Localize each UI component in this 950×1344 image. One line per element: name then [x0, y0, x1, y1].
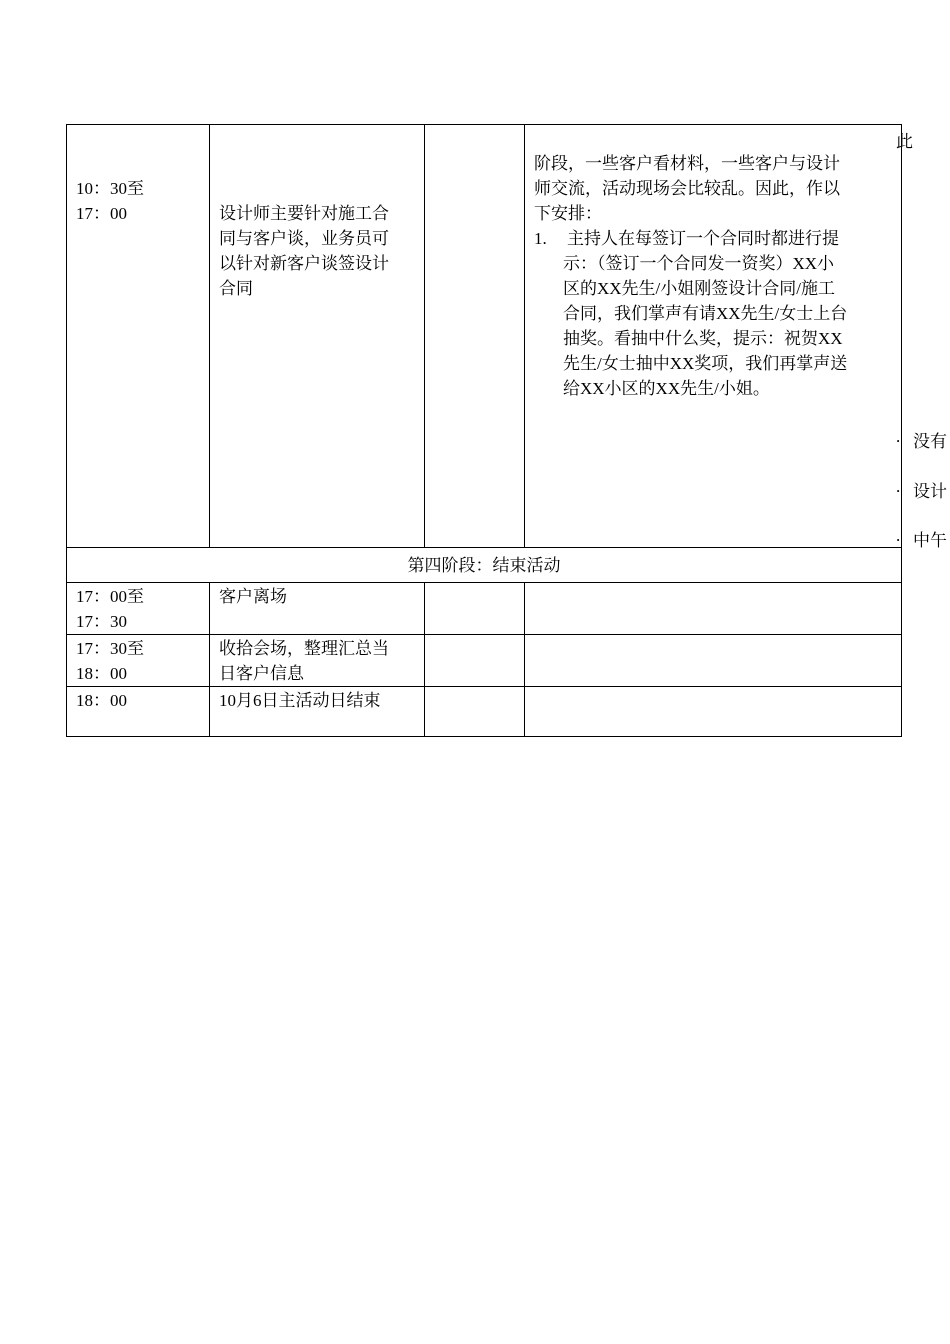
notes-line: 阶段，一些客户看材料，一些客户与设计 [534, 154, 840, 173]
content-line: 同与客户谈，业务员可 [219, 229, 389, 248]
list-line: 主持人在每签订一个合同时都进行提 [567, 229, 839, 248]
list-number: 1. [534, 229, 547, 248]
content-line: 收拾会场，整理汇总当 [219, 639, 389, 658]
notes-cell [525, 635, 902, 687]
notes-cell [525, 687, 902, 737]
overflow-text: 设计 [913, 482, 947, 501]
content-cell [210, 125, 425, 548]
content-cell [210, 583, 425, 635]
time-cell [67, 125, 210, 548]
time-line: 17：00至 [76, 587, 144, 606]
notes-line: 师交流，活动现场会比较乱。因此，作以 [534, 179, 840, 198]
staff-cell [425, 635, 525, 687]
overflow-text: 此 [896, 132, 913, 151]
content-line: 合同 [219, 279, 253, 298]
stage-title: 第四阶段：结束活动 [67, 548, 902, 583]
time-line: 10：30至 [76, 179, 144, 198]
stage-header-row [67, 548, 902, 583]
table-row [67, 583, 902, 635]
list-line: 抽奖。看抽中什么奖，提示：祝贺XX [563, 329, 843, 348]
content-line: 设计师主要针对施工合 [219, 204, 389, 223]
time-line: 18：00 [76, 664, 127, 683]
list-line: 合同，我们掌声有请XX先生/女士上台 [563, 304, 848, 323]
staff-cell [425, 125, 525, 548]
time-line: 18：00 [76, 691, 127, 710]
time-cell [67, 583, 210, 635]
content-line: 10月6日主活动日结束 [219, 691, 381, 710]
content-cell [210, 687, 425, 737]
content-line: 日客户信息 [219, 664, 304, 683]
schedule-table [66, 124, 902, 737]
overflow-text: 没有 [913, 432, 947, 451]
time-line: 17：30 [76, 612, 127, 631]
overflow-dot: . [896, 526, 901, 545]
overflow-dot: . [896, 477, 901, 496]
staff-cell [425, 583, 525, 635]
notes-line: 下安排： [534, 204, 602, 223]
time-cell [67, 635, 210, 687]
list-line: 区的XX先生/小姐刚签设计合同/施工 [563, 279, 835, 298]
content-cell [210, 635, 425, 687]
list-item [534, 226, 893, 401]
content-line: 以针对新客户谈签设计 [219, 254, 389, 273]
notes-cell [525, 583, 902, 635]
content-line: 客户离场 [219, 587, 287, 606]
time-line: 17：00 [76, 204, 127, 223]
staff-cell [425, 687, 525, 737]
table-row [67, 635, 902, 687]
list-line: 示：（签订一个合同发一资奖）XX小 [563, 254, 835, 273]
table-row [67, 687, 902, 737]
overflow-text: 中午 [913, 531, 947, 550]
table-row [67, 125, 902, 548]
notes-cell [525, 125, 902, 548]
time-line: 17：30至 [76, 639, 144, 658]
time-cell [67, 687, 210, 737]
list-line: 给XX小区的XX先生/小姐。 [563, 379, 770, 398]
list-line: 先生/女士抽中XX奖项，我们再掌声送 [563, 354, 848, 373]
overflow-dot: . [896, 427, 901, 446]
